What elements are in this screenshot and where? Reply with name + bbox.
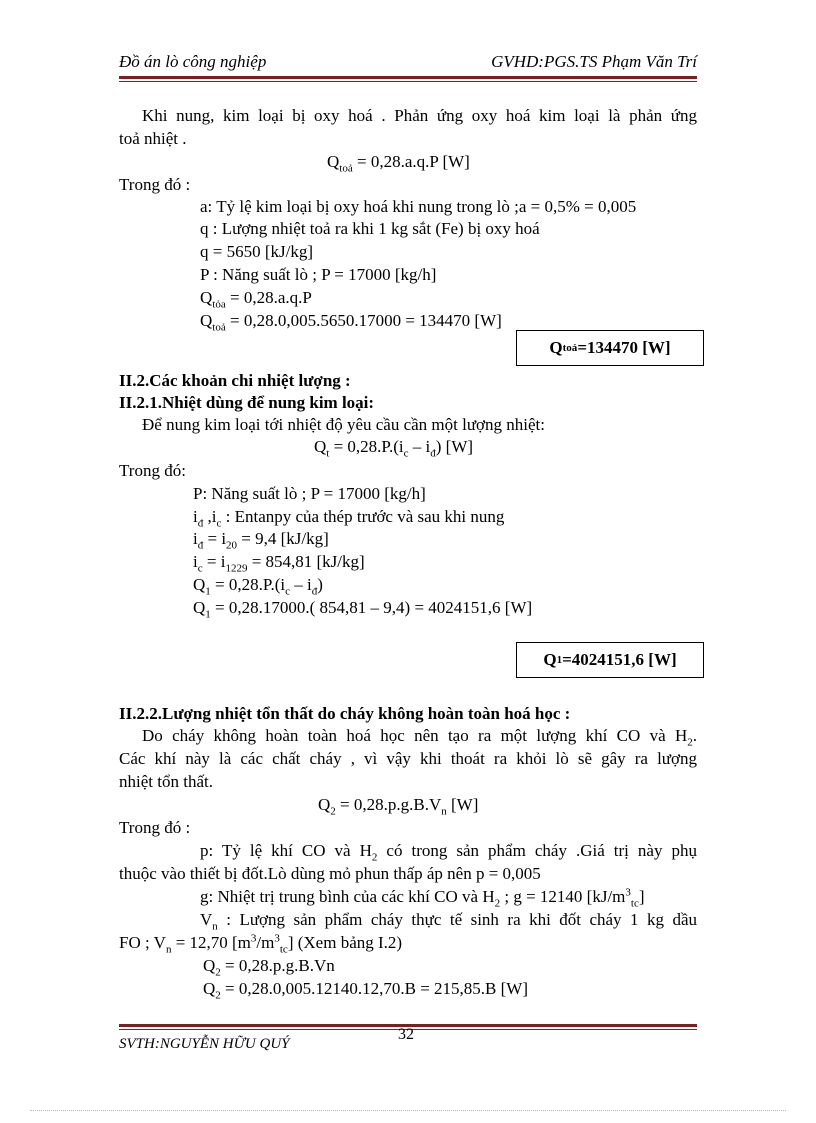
formula-q-toa: $Q_{toả} = 0,28.a.q.P$ [W] (327, 152, 470, 175)
definition-line: $i_đ = i_{20} = 9,4$ [kJ/kg] (193, 529, 329, 552)
header-title: Đồ án lò công nghiệp (119, 52, 267, 71)
formula-line: $Q_1 = 0,28.P.(i_c - i_đ)$ (193, 575, 323, 598)
formula-line: $Q_{toả} = 0,28.0,005.5650.17000 = 134470$ [W] (200, 311, 502, 334)
definition-line: q = 5650 [kJ/kg] (200, 242, 313, 261)
section-heading: II.2.Các khoản chi nhiệt lượng : (119, 371, 351, 390)
result-box-q-toa: Q toả =134470 [W] (516, 330, 704, 366)
formula-q2: $Q_2 = 0,28.p.g.B.V_n$ [W] (318, 795, 479, 818)
definition-line: p: Tỷ lệ khí CO và $H_2$ có trong sản phẩm cháy .Giá trị này phụ (200, 841, 697, 864)
formula-line: $Q_1 = 0,28.17000$.( 854,81 – 9,4) = 4024151,6 [W] (193, 598, 533, 621)
definition-line: $i_c = i_{1229} = 854,81$ [kJ/kg] (193, 552, 365, 575)
formula-line: $Q_2 = 0,28.p.g.B.Vn$ (203, 956, 335, 979)
definition-line: P : Năng suất lò ; P = 17000 [kg/h] (200, 265, 437, 284)
header-rule (119, 76, 697, 79)
trong-do-label: Trong đó : (119, 175, 191, 194)
definition-line: q : Lượng nhiệt toả ra khi 1 kg sắt (Fe) bị oxy hoá (200, 219, 540, 238)
paragraph-line: Các khí này là các chất cháy , vì vậy khi thoát ra khỏi lò sẽ gây ra lượng (119, 749, 697, 768)
definition-line: $i_đ$ $,i_c$ : Entanpy của thép trước và sau khi nung (193, 507, 505, 530)
definition-line: g: Nhiệt trị trung bình của các khí CO và $H_2$ ; g = 12140 $[kJ/m^3_{tc}]$ (200, 886, 645, 910)
paragraph-line: Khi nung, kim loại bị oxy hoá . Phản ứng oxy hoá kim loại là phản ứng (142, 106, 697, 125)
paragraph-line: toả nhiệt . (119, 129, 187, 148)
definition-line: thuộc vào thiết bị đốt.Lò dùng mỏ phun thấp áp nên p = 0,005 (119, 864, 541, 883)
formula-line: $Q_{tỏa} = 0,28.a.q.P$ (200, 288, 312, 311)
header-supervisor: GVHD:PGS.TS Phạm Văn Trí (491, 52, 697, 71)
formula-line: $Q_2 = 0,28.0,005.12140.12,70.B = 215,85.B$ [W] (203, 979, 529, 1002)
header-rule-thin (119, 81, 697, 82)
trong-do-label: Trong đó : (119, 818, 191, 837)
formula-q-t: $Q_t = 0,28.P.(i_c - i_đ)$ [W] (314, 437, 474, 460)
page-number: 32 (398, 1026, 414, 1043)
footer-author: SVTH:NGUYỄN HỮU QUÝ (119, 1036, 290, 1052)
trong-do-label: Trong đó: (119, 461, 186, 480)
paragraph-line: Để nung kim loại tới nhiệt độ yêu cầu cần một lượng nhiệt: (142, 415, 546, 434)
page-header (119, 52, 697, 76)
paragraph-line: nhiệt tổn thất. (119, 772, 213, 791)
page-bottom-border (30, 1110, 786, 1111)
result-box-q1: Q 1 =4024151,6 [W] (516, 642, 704, 678)
subsection-heading: II.2.1.Nhiệt dùng để nung kim loại: (119, 393, 375, 412)
subsection-heading: II.2.2.Lượng nhiệt tổn thất do cháy không hoàn toàn hoá học : (119, 704, 571, 723)
paragraph-line: Do cháy không hoàn toàn hoá học nên tạo ra một lượng khí CO và $H_2$. (142, 726, 697, 749)
definition-line: FO ; $V_n = 12,70$ $[m^3/m^3_{tc}]$ (Xem bảng I.2) (119, 932, 403, 956)
definition-line: $V_n$ : Lượng sản phẩm cháy thực tế sinh ra khi đốt cháy 1 kg dầu (200, 910, 697, 933)
definition-line: a: Tỷ lệ kim loại bị oxy hoá khi nung trong lò ;a = 0,5% = 0,005 (200, 197, 637, 216)
definition-line: P: Năng suất lò ; P = 17000 [kg/h] (193, 484, 426, 503)
